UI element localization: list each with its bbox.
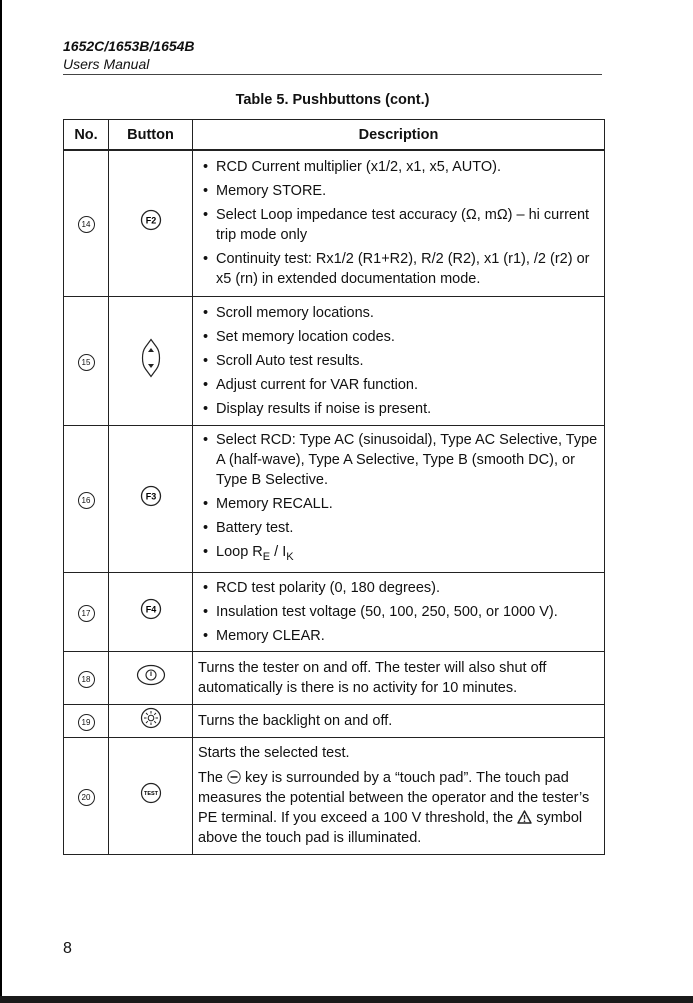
table-caption: Table 5. Pushbuttons (cont.) <box>235 92 430 108</box>
list-item: • Set memory location codes. <box>198 327 600 347</box>
power-button-icon <box>136 664 166 686</box>
page-number: 8 <box>63 940 72 957</box>
description-cell <box>193 150 605 296</box>
row-number: 17 <box>78 605 95 622</box>
list-item: • RCD Current multiplier (x1/2, x1, x5, AUTO). <box>198 157 600 177</box>
list-item: • Scroll Auto test results. <box>198 351 600 371</box>
f4-button-icon <box>140 598 162 620</box>
row-number-cell <box>64 150 109 296</box>
loop-subscript-k: K <box>286 551 294 563</box>
list-item: • Memory STORE. <box>198 181 600 201</box>
pushbuttons-table <box>63 119 605 855</box>
list-item: • Display results if noise is present. <box>198 399 600 419</box>
button-cell <box>109 425 193 572</box>
row-number-cell <box>64 737 109 854</box>
description-text-touchpad <box>198 768 600 848</box>
list-item: • Continuity test: Rx1/2 (R1+R2), R/2 (R2), x1 (r1), /2 (r2) or x5 (rn) in extended documentation mode. <box>198 249 600 289</box>
loop-prefix: Loop R <box>216 544 263 560</box>
f4-button-label: F4 <box>145 604 156 614</box>
table-row <box>64 150 605 296</box>
table-row <box>64 425 605 572</box>
column-header-description: Description <box>193 120 605 151</box>
button-cell <box>109 704 193 737</box>
row-number: 19 <box>78 714 95 731</box>
button-cell <box>109 572 193 651</box>
warning-triangle-icon <box>517 810 532 824</box>
row-number: 18 <box>78 671 95 688</box>
table-row <box>64 572 605 651</box>
list-item: • Select Loop impedance test accuracy (Ω, mΩ) – hi current trip mode only <box>198 205 600 245</box>
f2-button-label: F2 <box>145 215 156 226</box>
backlight-button-icon <box>140 707 162 729</box>
description-text: Starts the selected test. <box>198 745 350 761</box>
list-item: • Memory CLEAR. <box>198 626 600 646</box>
row-number-cell <box>64 651 109 704</box>
row-number: 14 <box>78 216 95 233</box>
table-row <box>64 737 605 854</box>
button-cell <box>109 296 193 425</box>
list-item: • Battery test. <box>198 518 600 538</box>
list-item: • Adjust current for VAR function. <box>198 375 600 395</box>
table-row <box>64 296 605 425</box>
row-number-cell <box>64 572 109 651</box>
description-list <box>198 303 600 419</box>
row-number: 15 <box>78 354 95 371</box>
list-item: • Insulation test voltage (50, 100, 250, 500, or 1000 V). <box>198 602 600 622</box>
description-cell <box>193 651 605 704</box>
f2-button-icon <box>140 209 162 231</box>
row-number-cell <box>64 704 109 737</box>
row-number: 20 <box>78 789 95 806</box>
description-list <box>198 157 600 289</box>
scroll-up-down-button-icon <box>141 338 161 378</box>
table-row <box>64 651 605 704</box>
page-edge-left <box>0 0 2 1003</box>
button-cell <box>109 150 193 296</box>
header-manual-title: Users Manual <box>63 56 150 72</box>
column-header-no: No. <box>64 120 109 151</box>
row-number-cell <box>64 296 109 425</box>
table-row <box>64 704 605 737</box>
list-item-loop <box>198 542 600 567</box>
touchpad-text-c: symbol above the touch pad is illuminated. <box>198 810 583 846</box>
touchpad-text-a: The <box>198 770 228 786</box>
loop-separator: / I <box>270 544 287 560</box>
f3-button-label: F3 <box>145 491 156 501</box>
test-button-label: TEST <box>143 790 158 797</box>
list-item: • Scroll memory locations. <box>198 303 600 323</box>
description-cell <box>193 425 605 572</box>
header-model: 1652C/1653B/1654B <box>63 38 195 54</box>
list-item: • RCD test polarity (0, 180 degrees). <box>198 578 600 598</box>
row-number-cell <box>64 425 109 572</box>
test-key-inline-icon <box>227 770 241 784</box>
description-cell <box>193 296 605 425</box>
description-list <box>198 430 600 567</box>
row-number: 16 <box>78 492 95 509</box>
button-cell <box>109 737 193 854</box>
test-button-icon <box>140 782 162 804</box>
page-edge-bottom <box>0 996 693 1003</box>
list-item: • Memory RECALL. <box>198 494 600 514</box>
loop-subscript-e: E <box>262 551 271 563</box>
list-item: • Select RCD: Type AC (sinusoidal), Type AC Selective, Type A (half-wave), Type A Selective, Type B (smooth DC), or Type B Selective. <box>198 430 600 490</box>
description-text: Turns the tester on and off. The tester will also shut off automatically is there is no activity for 10 minutes. <box>198 659 547 696</box>
header-rule <box>63 74 602 75</box>
f3-button-icon <box>140 485 162 507</box>
description-cell <box>193 704 605 737</box>
button-cell <box>109 651 193 704</box>
description-cell <box>193 572 605 651</box>
description-list <box>198 578 600 646</box>
column-header-button: Button <box>109 120 193 151</box>
description-cell <box>193 737 605 854</box>
touchpad-text-b: key is surrounded by a “touch pad”. The touch pad measures the potential between the operator and the tester’s PE terminal. If you exceed a 100 V threshold, the <box>198 770 590 826</box>
description-text: Turns the backlight on and off. <box>198 712 393 729</box>
table-header-row <box>64 120 605 151</box>
